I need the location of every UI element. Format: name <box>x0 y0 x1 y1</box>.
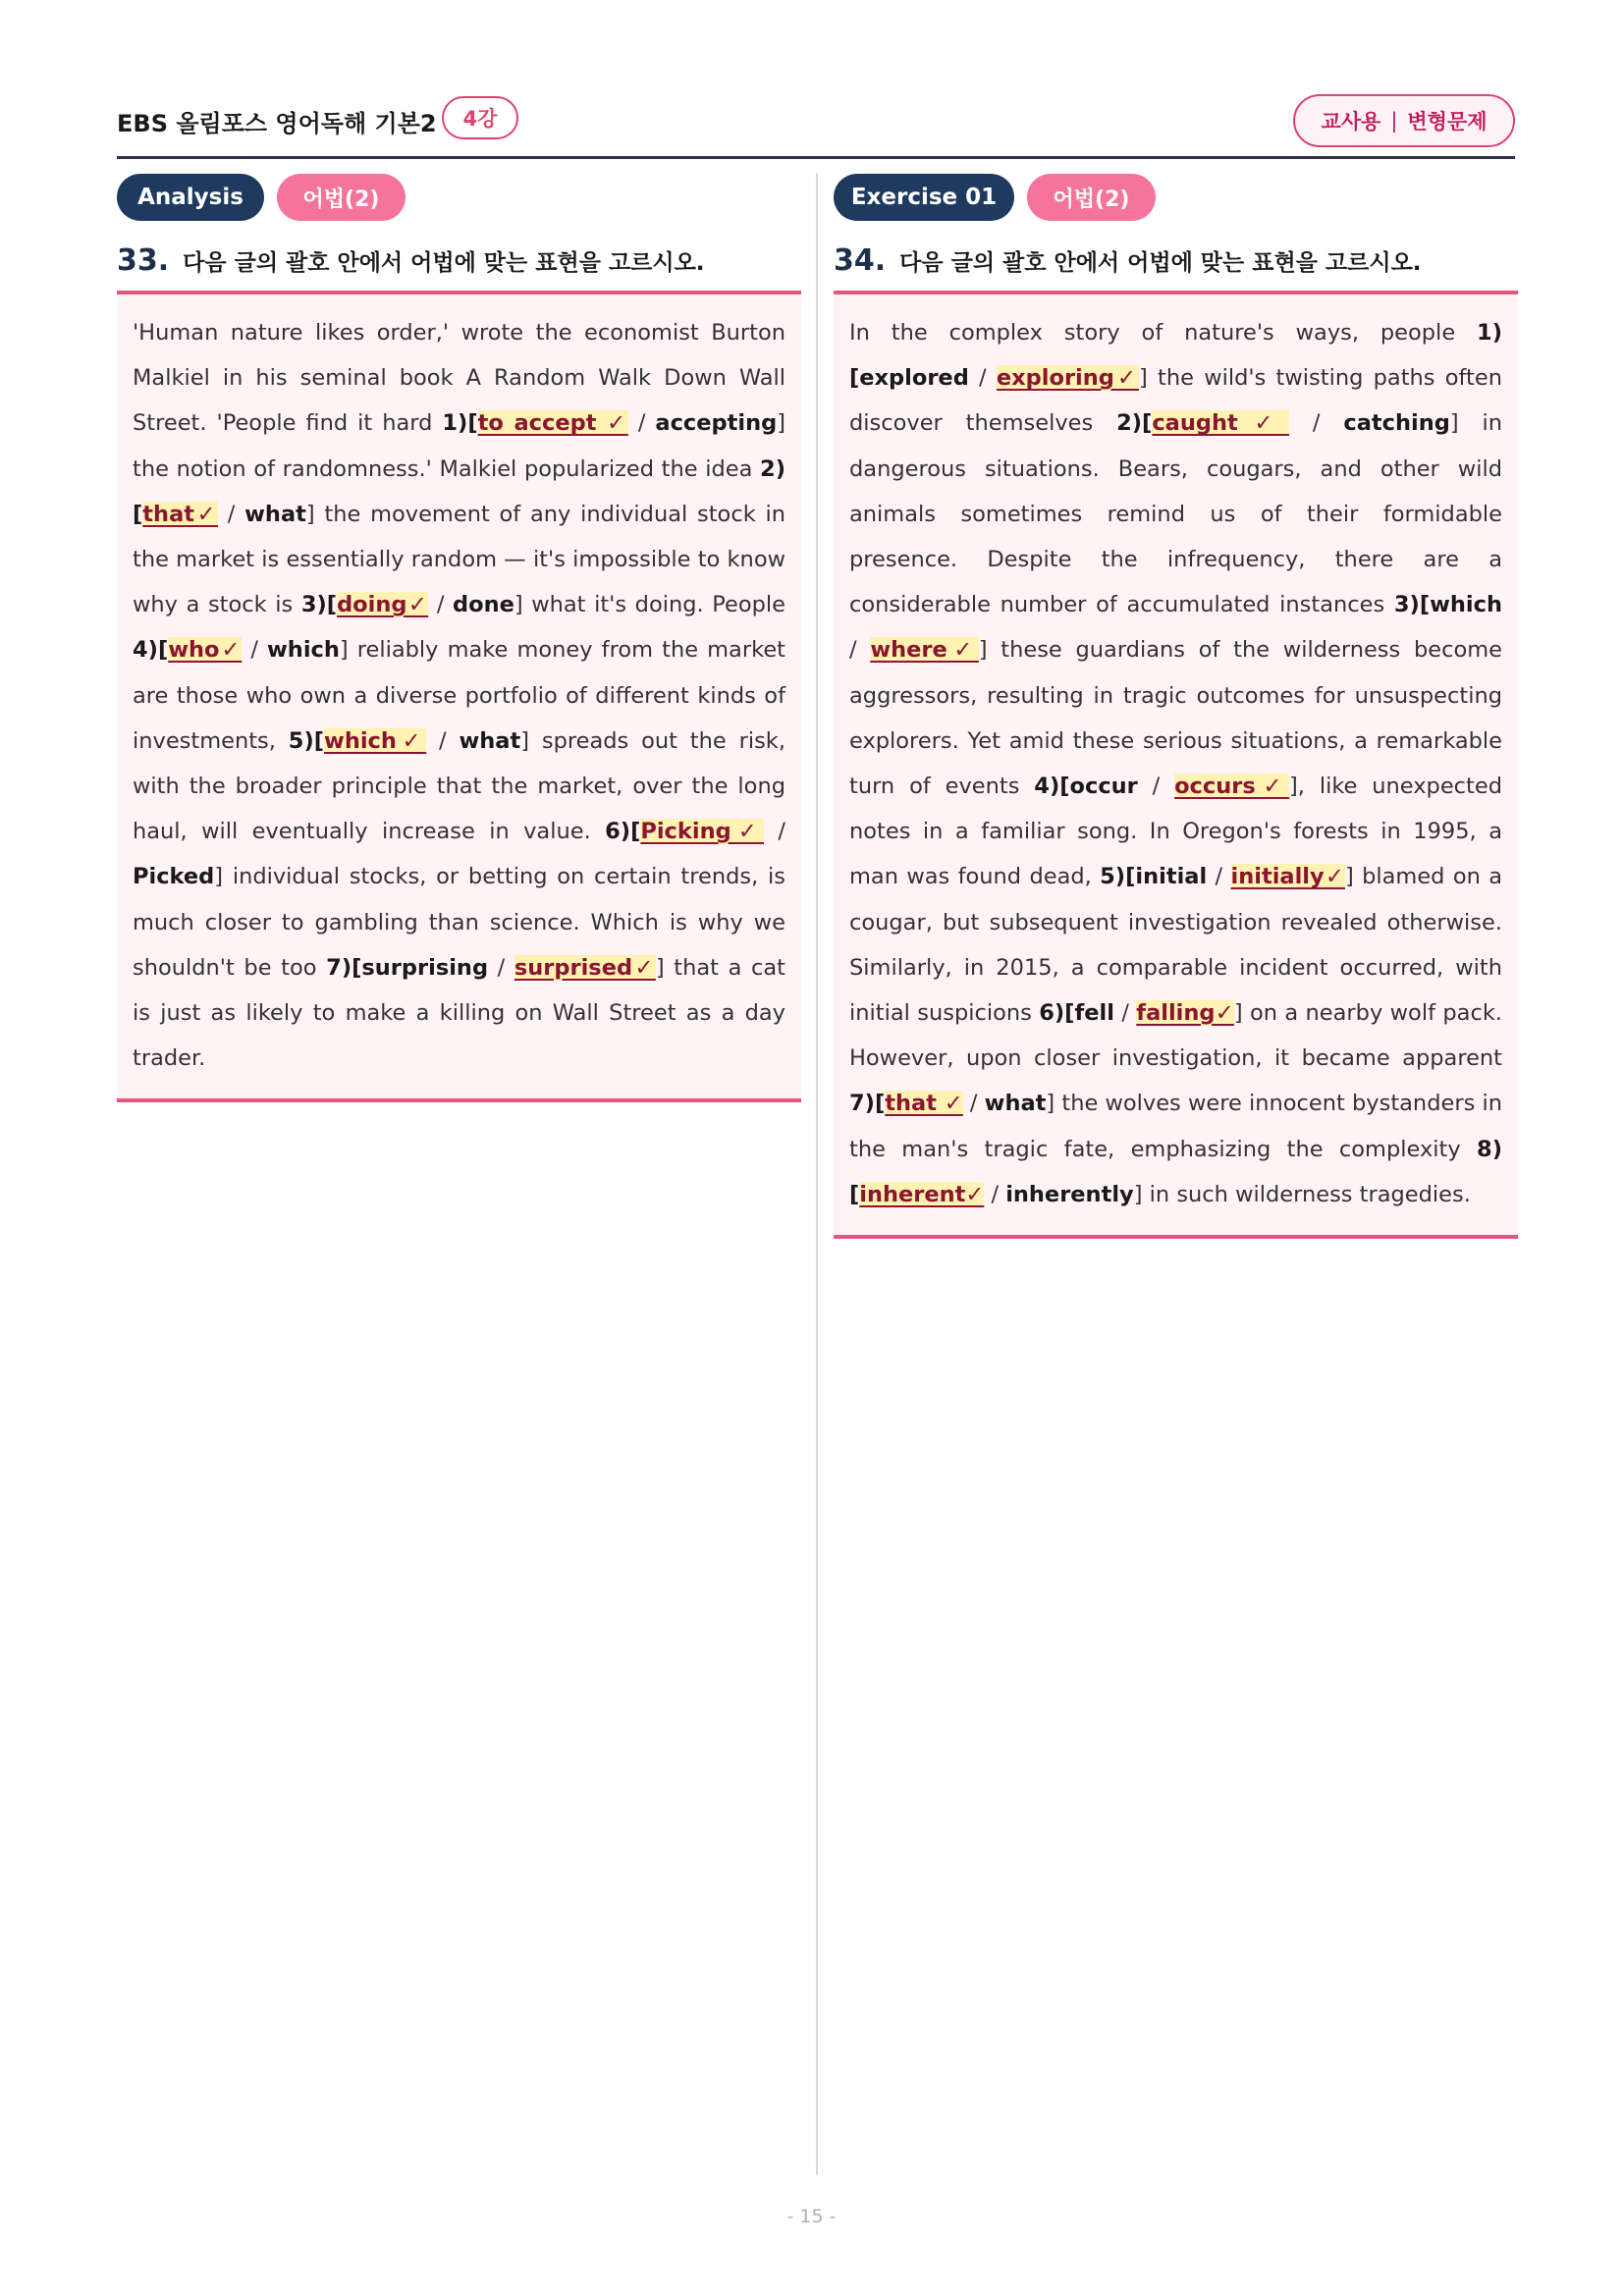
passage-text: ] the wolves were innocent bystanders in the man's tragic fate, emphasizing the complexity <box>849 1091 1502 1162</box>
passage-text: / <box>849 637 871 664</box>
option-text: 7)[ <box>849 1091 886 1117</box>
option-text: 1)[explored <box>849 320 1502 392</box>
passage-text: ] on a nearby wolf pack. However, upon closer investigation, it became apparent <box>849 1000 1502 1072</box>
passage-text: / <box>488 954 514 981</box>
question-number: 34. <box>834 243 887 278</box>
book-title: EBS 올림포스 영어독해 기본2 <box>117 110 437 137</box>
variant-label: 변형문제 <box>1407 110 1488 133</box>
correct-answer: that✓ <box>142 501 219 527</box>
passage-text: ] these guardians of the wilderness become aggressors, resulting in tragic outcomes for unsuspecting explorers. Yet amid these serious situations, a remarkable turn of events <box>849 637 1502 800</box>
exercise-tag: Exercise 01 <box>834 174 1014 221</box>
question-title <box>834 243 1518 291</box>
passage-text: ] in dangerous situations. Bears, cougars, and other wild animals sometimes remind us of their formidable presence. Despite the infrequency, there are a considerable number of accumulated instances <box>849 410 1502 618</box>
correct-answer: falling✓ <box>1136 1000 1234 1027</box>
question-text: 다음 글의 괄호 안에서 어법에 맞는 표현을 고르시오. <box>899 250 1422 276</box>
passage-text: / <box>218 501 245 527</box>
passage-text: / <box>1207 864 1231 890</box>
passage-text: / <box>962 1091 985 1117</box>
passage-text: / <box>1289 410 1344 437</box>
option-text: 5)[ <box>288 727 325 754</box>
teacher-label: 교사용 <box>1321 110 1381 133</box>
right-column <box>834 174 1518 1239</box>
lesson-badge: 4강 <box>442 96 518 139</box>
option-text: 2)[ <box>133 455 785 527</box>
correct-answer: surprised✓ <box>514 954 656 981</box>
passage-text: / <box>764 819 786 845</box>
option-text: 6)[fell <box>1039 1000 1114 1027</box>
left-tags <box>117 174 801 221</box>
option-text: 2)[ <box>1116 410 1153 437</box>
option-text: done <box>453 592 514 618</box>
passage-text: / <box>968 365 997 392</box>
correct-answer: to accept ✓ <box>477 410 628 437</box>
passage-text: ] the wild's twisting paths often discover themselves <box>849 365 1502 437</box>
correct-answer: doing✓ <box>337 592 429 618</box>
passage-text: ] spreads out the risk, with the broader principle that the market, over the long haul, will eventually increase in value. <box>133 727 785 845</box>
passage-text: ] that a cat is just as likely to make a killing on Wall Street as a day trader. <box>133 954 785 1072</box>
question-number: 33. <box>117 243 170 278</box>
passage-text: ], like unexpected notes in a familiar song. In Oregon's forests in 1995, a man was found dead, <box>849 774 1502 890</box>
grammar-tag: 어법(2) <box>277 174 406 221</box>
option-text: what <box>984 1091 1047 1117</box>
passage-text: / <box>627 410 656 437</box>
passage-text: / <box>984 1181 1006 1207</box>
question-title <box>117 243 801 291</box>
correct-answer: Picking✓ <box>640 819 765 845</box>
option-text: 1)[ <box>442 410 478 437</box>
correct-answer: exploring✓ <box>996 365 1139 392</box>
option-text: 8)[ <box>849 1136 1502 1207</box>
passage-text: / <box>1113 1000 1137 1027</box>
passage-text: ] what it's doing. People <box>514 592 785 618</box>
option-text: catching <box>1343 410 1450 437</box>
passage-text: ] the movement of any individual stock in the market is essentially random — it's impossible to know why a stock is <box>133 501 785 618</box>
option-text: what <box>459 727 521 754</box>
option-text: inherently <box>1005 1181 1134 1207</box>
page-header <box>117 94 1515 153</box>
option-text: what <box>244 501 306 527</box>
correct-answer: initially✓ <box>1230 864 1345 890</box>
correct-answer: that ✓ <box>885 1091 963 1117</box>
correct-answer: inherent✓ <box>859 1181 985 1207</box>
option-text: Picked <box>133 864 215 890</box>
option-text: accepting <box>655 410 778 437</box>
passage-text: / <box>1137 774 1175 800</box>
column-divider <box>816 173 818 2175</box>
correct-answer: where✓ <box>870 637 979 664</box>
option-text: 4)[ <box>133 637 169 664</box>
option-text: 5)[initial <box>1100 864 1208 890</box>
passage-text: / <box>428 592 453 618</box>
option-text: 6)[ <box>605 819 641 845</box>
passage-text: ] the notion of randomness.' Malkiel popularized the idea <box>133 410 785 482</box>
passage-text: ] blamed on a cougar, but subsequent investigation revealed otherwise. Similarly, in 2015, a comparable incident occurred, with initial suspicions <box>849 864 1502 1027</box>
passage-box <box>117 291 801 1102</box>
page-number: - 15 - <box>786 2206 837 2227</box>
passage-text: ] reliably make money from the market are those who own a diverse portfolio of different kinds of investments, <box>133 637 785 754</box>
correct-answer: caught✓ <box>1152 410 1290 437</box>
right-tags <box>834 174 1518 221</box>
option-text: 4)[occur <box>1034 774 1138 800</box>
option-text: which <box>267 637 340 664</box>
option-text: 7)[surprising <box>326 954 489 981</box>
passage-text: / <box>426 727 460 754</box>
passage-text: ] individual stocks, or betting on certain trends, is much closer to gambling than science. Which is why we shouldn't be too <box>133 864 785 981</box>
grammar-tag: 어법(2) <box>1027 174 1156 221</box>
correct-answer: occurs✓ <box>1174 774 1290 800</box>
header-rule <box>117 156 1515 159</box>
left-column <box>117 174 801 1102</box>
type-badge <box>1293 94 1515 147</box>
question-text: 다음 글의 괄호 안에서 어법에 맞는 표현을 고르시오. <box>183 250 705 276</box>
badge-separator: | <box>1390 109 1398 133</box>
passage-text: / <box>242 637 268 664</box>
passage-text: 'Human nature likes order,' wrote the economist Burton Malkiel in his seminal book A Random Walk Down Wall Street. 'People find it hard <box>133 320 785 437</box>
correct-answer: who✓ <box>168 637 243 664</box>
correct-answer: which✓ <box>324 727 427 754</box>
passage-text: In the complex story of nature's ways, people <box>849 320 1478 346</box>
option-text: 3)[ <box>300 592 338 618</box>
analysis-tag: Analysis <box>117 174 264 221</box>
option-text: 3)[which <box>1393 592 1502 618</box>
passage-box <box>834 291 1518 1239</box>
passage-text: ] in such wilderness tragedies. <box>1133 1181 1471 1207</box>
